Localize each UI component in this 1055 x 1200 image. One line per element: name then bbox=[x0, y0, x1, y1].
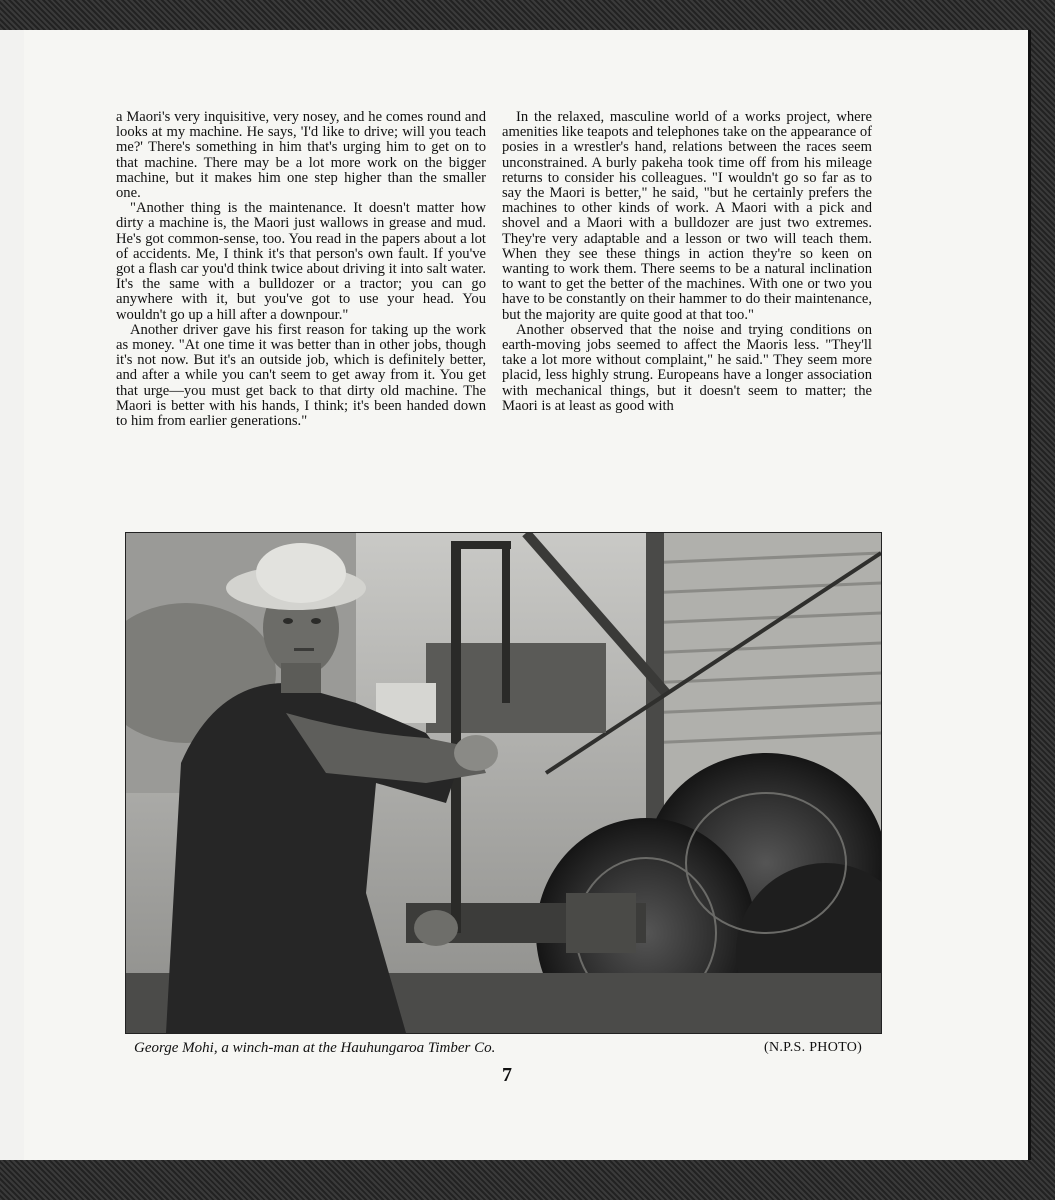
photograph-winch-man bbox=[125, 532, 882, 1034]
photo-credit: (N.P.S. PHOTO) bbox=[764, 1040, 863, 1055]
article-column-left bbox=[116, 110, 486, 429]
paragraph: "Another thing is the maintenance. It doesn't matter how dirty a machine is, the Maori just wallows in grease and mud. He's got common-sense, too. You read in the papers about a lot of accidents. Me, I think it's that person's own fault. If you've got a flash car you'd think twice about driving it into salt water. It's the same with a bulldozer or a tractor; you can go anywhere with it, but you've got to use your head. You wouldn't go up a hill after a downpour." bbox=[116, 200, 486, 323]
previous-page-edge bbox=[0, 30, 26, 1160]
paragraph: In the relaxed, masculine world of a works project, where amenities like teapots and telephones take on the appearance of posies in a wrestler's hand, relations between the races seem unconstrained. A burly pakeha took time off from his mileage returns to consider his colleagues. "I wouldn't go so far as to say the Maori is better," he said, "but he certainly prefers the machines to other kinds of work. A Maori with a pick and shovel and a Maori with a bulldozer are just two extremes. They're very adaptable and a lesson or two will teach them. When they see these things in action they're so keen on wanting to work them. There seems to be a natural inclination to want to get the better of the machines. With one or two you have to be constantly on their hammer to do their maintenance, but the majority are quite good at that too." bbox=[502, 109, 872, 323]
magazine-page bbox=[24, 30, 1031, 1160]
page-number: 7 bbox=[502, 1064, 512, 1086]
photo-caption: George Mohi, a winch-man at the Hauhungaroa Timber Co. bbox=[134, 1040, 496, 1056]
photo-illustration bbox=[126, 533, 881, 1033]
paragraph: a Maori's very inquisitive, very nosey, and he comes round and looks at my machine. He says, 'I'd like to drive; will you teach me?' There's something in him that's urging him to get on to that machine. There may be a lot more work on the bigger machine, but it makes him one step higher than the smaller one. bbox=[116, 109, 486, 202]
article-column-right bbox=[502, 110, 872, 414]
paragraph: Another driver gave his first reason for taking up the work as money. "At one time it was better than in other jobs, though it's not now. But it's an outside job, which is definitely better, and after a while you can't seem to get away from it. You get that urge—you must get back to that dirty old machine. The Maori is better with his hands, I think; it's been handed down to him from earlier generations." bbox=[116, 321, 486, 430]
paragraph: Another observed that the noise and trying conditions on earth-moving jobs seemed to affect the Maoris less. "They'll take a lot more without complaint," he said." They seem more placid, less highly strung. Europeans have a longer association with mechanical things, but it doesn't seem to matter; the Maori is at least as good with bbox=[502, 321, 872, 414]
